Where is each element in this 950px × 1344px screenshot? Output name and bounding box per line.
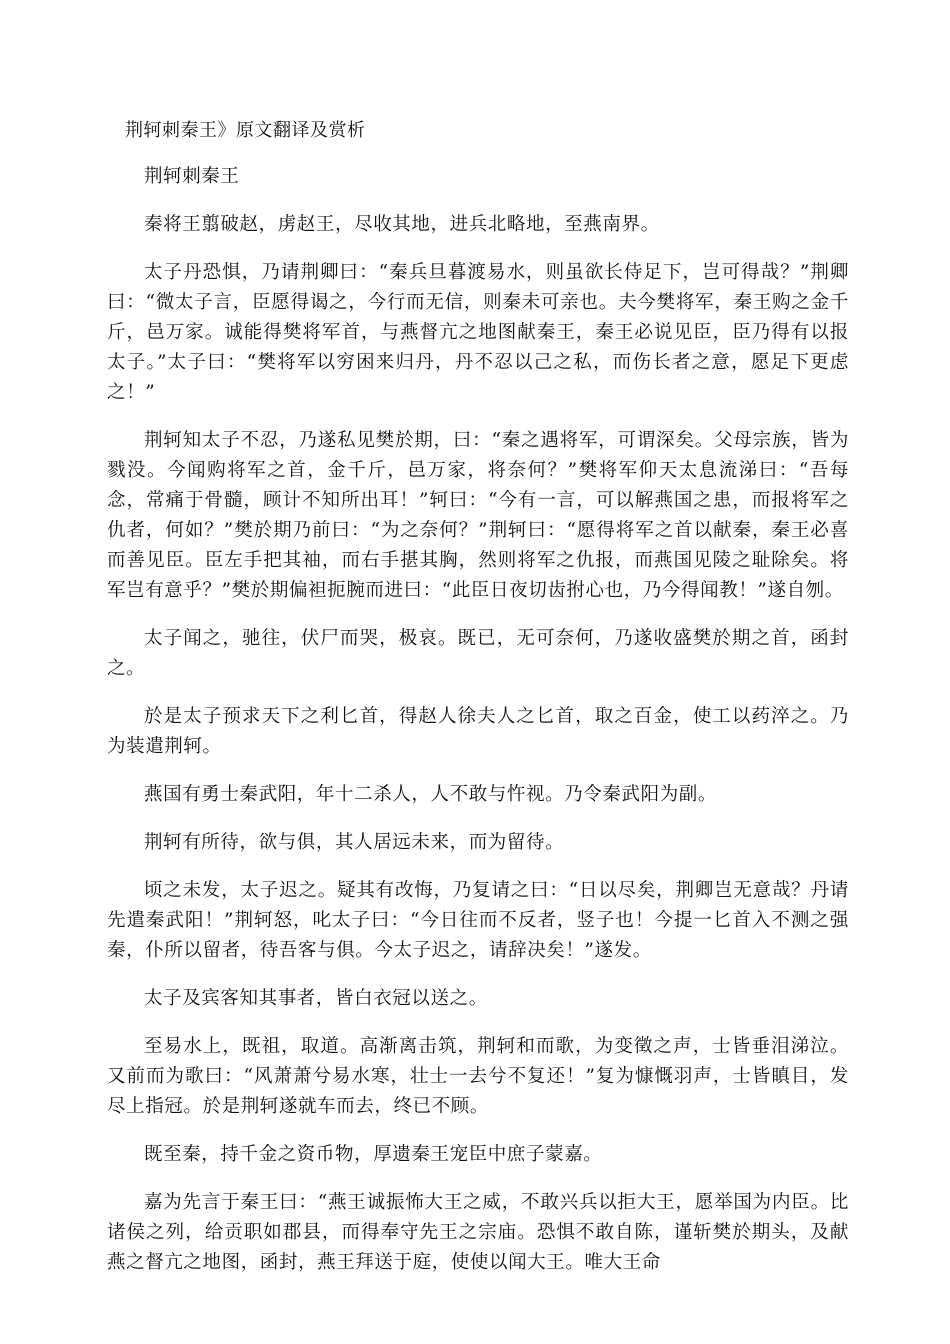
paragraph-1: 秦将王翦破赵，虏赵王，尽收其地，进兵北略地，至燕南界。	[144, 214, 660, 235]
paragraph-10: 至易水上，既祖，取道。高渐离击筑，荆轲和而歌，为变徵之声，士皆垂泪涕泣。又前而为歌曰：“风萧萧兮易水寒，壮士一去兮不复还！”复为慷慨羽声，士皆瞋目，发尽上指冠。於是荆轲遂就车而去，终已不顾。	[107, 1036, 849, 1117]
document-heading: 荆轲刺秦王》原文翻译及赏析	[125, 120, 366, 141]
paragraph-4: 太子闻之，驰往，伏尸而哭，极哀。既已，无可奈何，乃遂收盛樊於期之首，函封之。	[107, 628, 849, 679]
paragraph-12: 嘉为先言于秦王曰：“燕王诚振怖大王之威，不敢兴兵以拒大王，愿举国为内臣。比诸侯之列，给贡职如郡县，而得奉守先王之宗庙。恐惧不敢自陈，谨斩樊於期头，及献燕之督亢之地图，函封，燕王拜送于庭，使使以闻大王。唯大王命	[107, 1192, 849, 1273]
paragraph-11: 既至秦，持千金之资币物，厚遗秦王宠臣中庶子蒙嘉。	[144, 1144, 603, 1165]
paragraph-3: 荆轲知太子不忍，乃遂私见樊於期，曰：“秦之遇将军，可谓深矣。父母宗族，皆为戮没。今闻购将军之首，金千斤，邑万家，将奈何？”樊将军仰天太息流涕曰：“吾每念，常痛于骨髓，顾计不知所出耳！”轲曰：“今有一言，可以解燕国之患，而报将军之仇者，何如？”樊於期乃前曰：“为之奈何？”荆轲曰：“愿得将军之首以献秦，秦王必喜而善见臣。臣左手把其袖，而右手揕其胸，然则将军之仇报，而燕国见陵之耻除矣。将军岂有意乎？”樊於期偏袒扼腕而进曰：“此臣日夜切齿拊心也，乃今得闻教！”遂自刎。	[107, 430, 849, 601]
paragraph-5: 於是太子预求天下之利匕首，得赵人徐夫人之匕首，取之百金，使工以药淬之。乃为装遣荆轲。	[107, 706, 849, 757]
paragraph-6: 燕国有勇士秦武阳，年十二杀人，人不敢与忤视。乃令秦武阳为副。	[144, 784, 718, 805]
section-title: 荆轲刺秦王	[144, 166, 240, 187]
paragraph-2: 太子丹恐惧，乃请荆卿曰：“秦兵旦暮渡易水，则虽欲长侍足下，岂可得哉？”荆卿曰：“微太子言，臣愿得谒之，今行而无信，则秦未可亲也。夫今樊将军，秦王购之金千斤，邑万家。诚能得樊将军首，与燕督亢之地图献秦王，秦王必说见臣，臣乃得有以报太子。”太子曰：“樊将军以穷困来归丹，丹不忍以己之私，而伤长者之意，愿足下更虑之！”	[107, 262, 849, 403]
paragraph-7: 荆轲有所待，欲与俱，其人居远未来，而为留待。	[144, 832, 565, 853]
document-body	[107, 162, 849, 1296]
paragraph-9: 太子及宾客知其事者，皆白衣冠以送之。	[144, 988, 488, 1009]
paragraph-8: 顷之未发，太子迟之。疑其有改悔，乃复请之曰：“日以尽矣，荆卿岂无意哉？丹请先遣秦武阳！”荆轲怒，叱太子曰：“今日往而不反者，竖子也！今提一匕首入不测之强秦，仆所以留者，待吾客与俱。今太子迟之，请辞决矣！”遂发。	[107, 880, 849, 961]
